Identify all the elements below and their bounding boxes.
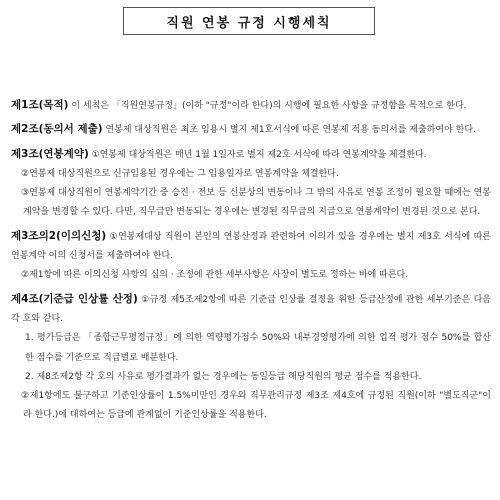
article-3-2: [11, 227, 491, 267]
article-4-item-2: 2. 제8조제2항 각 호의 사유로 평가결과가 없는 경우에는 동일등급 해당직원의 평균 점수를 적용한다.: [25, 371, 422, 382]
document-title: 직원 연봉 규정 시행세칙: [123, 7, 375, 35]
article-4: [11, 290, 491, 330]
article-4-para-2: ②제1항에도 불구하고 기준인상률이 1.5%미만인 경우와 직무관리규정 제3조 제4호에 규정된 직원(이하 "별도직군"이라 한다.)에 대하여는 등급에 관계없이 기준인상률을 적용한다.: [21, 391, 491, 421]
article-3-para-2: ②연봉제 대상직원으로 신규임용된 경우에는 그 임용일자로 연봉계약을 체결한다.: [21, 168, 339, 179]
document-body: [11, 96, 491, 430]
article-2: [11, 120, 491, 140]
article-label: 제3조(연봉계약): [11, 147, 89, 160]
article-text: ①연봉제 대상직원은 매년 1월 1일자로 별지 제2호 서식에 따라 연봉계약을 체결한다.: [91, 149, 427, 160]
article-label: 제1조(목적): [11, 99, 69, 111]
article-label: 제4조(기준급 인상률 산정): [11, 292, 138, 305]
article-text: ①연봉제대상 직원이 본인의 연봉산정과 관련하여 이의가 있을 경우에는 별지 제3호 서식에 따른 연봉계약 이의 신청서를 제출하여야 한다.: [11, 231, 491, 262]
article-4-item-1: 1. 평가등급은 「종합근무평정규정」에 의한 역량평가점수 50%와 내부경영평가에 의한 업적 평가 점수 50%를 합산한 점수를 기준으로 직급별로 배분한다.: [25, 333, 491, 363]
article-label: 제2조(동의서 제출): [11, 123, 103, 136]
article-text: 연봉제 대상직원은 최초 임용시 별지 제1호서식에 따른 연봉제 적용 동의서를 제출하여야 한다.: [105, 125, 476, 136]
article-text: 이 세칙은 「직원연봉규정」(이하 "규정"이라 한다)의 시행에 필요한 사항을 규정함을 목적으로 한다.: [71, 101, 467, 111]
article-text: ①규정 제5조제2항에 따른 기준급 인상률 결정을 위한 등급산정에 관한 세부기준은 다음 각 호와 같다.: [11, 294, 491, 324]
article-1: [11, 96, 491, 116]
article-label: 제3조의2(이의신청): [11, 229, 107, 242]
article-3: [11, 145, 491, 165]
article-3-2-para-2: ②제1항에 따른 이의신청 사항의 심의 · 조정에 관한 세부사항은 사장이 별도로 정하는 바에 따른다.: [21, 270, 409, 281]
article-3-para-3: ③연봉제 대상직원이 연봉계약기간 중 승진 · 전보 등 신분상의 변동이나 그 밖의 사유로 연봉 조정이 필요할 때에는 연봉계약을 변경할 수 있다. 다만, 직무급만 변동되는 경우에는 변경된 직무급의 지급으로 연봉계약이 변경된 것으로 본다.: [21, 188, 491, 218]
